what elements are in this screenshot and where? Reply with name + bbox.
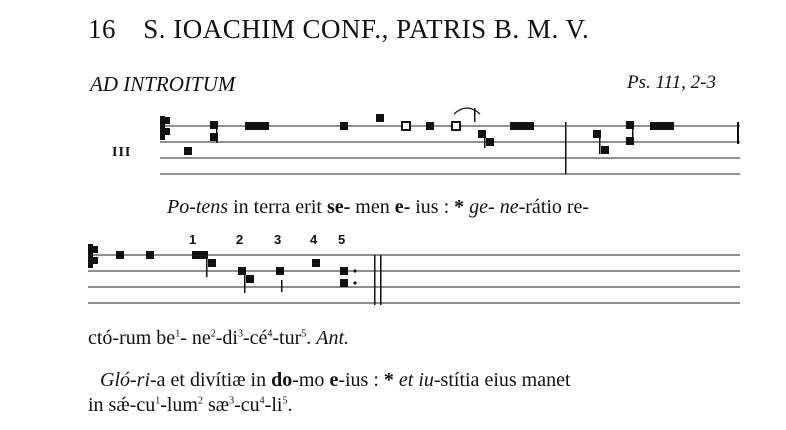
text-segment: -lum [160, 394, 198, 416]
text-segment: Ant. [316, 327, 350, 349]
text-segment: * [383, 369, 399, 391]
text-segment: -cé [242, 327, 268, 349]
text-segment: Gló-ri [100, 369, 150, 391]
lyrics-line-1 [167, 196, 589, 219]
page-number: 16 [88, 14, 116, 44]
text-segment: . [287, 394, 293, 416]
text-segment: e [329, 369, 339, 391]
neume-number: 1 [189, 232, 197, 247]
text-segment: * [454, 196, 470, 218]
text-segment: 3 [237, 328, 243, 340]
text-segment: se- [326, 196, 351, 218]
text-segment: ius : [410, 196, 455, 218]
text-segment: -rátio re- [518, 196, 590, 218]
staff-2-lines [88, 255, 740, 303]
text-segment: e- [394, 196, 411, 218]
text-segment: ctó-rum be [88, 327, 176, 349]
mode-label: III [112, 145, 132, 160]
neume-number: 5 [338, 232, 346, 247]
doxology-line-2 [88, 394, 292, 417]
doxology-line-1 [100, 369, 571, 392]
staff-1-lines [160, 126, 740, 174]
psalm-reference: Ps. 111, 2-3 [627, 72, 717, 93]
text-segment: in sǽ-cu [88, 394, 156, 416]
text-segment: sæ [203, 394, 230, 416]
double-bar-line [374, 255, 376, 305]
staff-2-notes [88, 244, 382, 305]
text-segment: 5 [301, 328, 307, 340]
text-segment: -cu [234, 394, 260, 416]
neume-number: 3 [274, 232, 282, 247]
text-segment: -di [215, 327, 238, 349]
text-segment: men [350, 196, 395, 218]
text-segment: et iu [398, 369, 434, 391]
neume-number: 2 [236, 232, 244, 247]
section-title: AD INTROITUM [90, 72, 236, 96]
text-segment: 3 [229, 395, 235, 407]
text-segment: -mo [292, 369, 330, 391]
text-segment: -tur [272, 327, 302, 349]
bar-line [565, 122, 567, 174]
neume-number: 4 [310, 232, 318, 247]
lyrics-line-2 [88, 327, 349, 350]
text-segment: in terra erit [228, 196, 327, 218]
text-segment: do [271, 369, 293, 391]
text-segment: -ius : [338, 369, 384, 391]
text-segment: 5 [282, 395, 288, 407]
text-segment: -stítia eius manet [433, 369, 571, 391]
text-segment: ge- ne [469, 196, 519, 218]
text-segment: -a et divítiæ in [150, 369, 272, 391]
page-title: S. IOACHIM CONF., PATRIS B. M. V. [143, 14, 590, 44]
text-segment: . [306, 327, 317, 349]
text-segment: 1 [175, 328, 181, 340]
text-segment: - ne [180, 327, 211, 349]
text-segment: 2 [198, 395, 203, 407]
text-segment: Po-tens [167, 196, 229, 218]
staff-1-notes [160, 108, 739, 174]
text-segment: 4 [259, 395, 265, 407]
text-segment: 1 [155, 395, 161, 407]
text-segment: -li [264, 394, 283, 416]
text-segment: 2 [210, 328, 216, 340]
text-segment: 4 [267, 328, 273, 340]
